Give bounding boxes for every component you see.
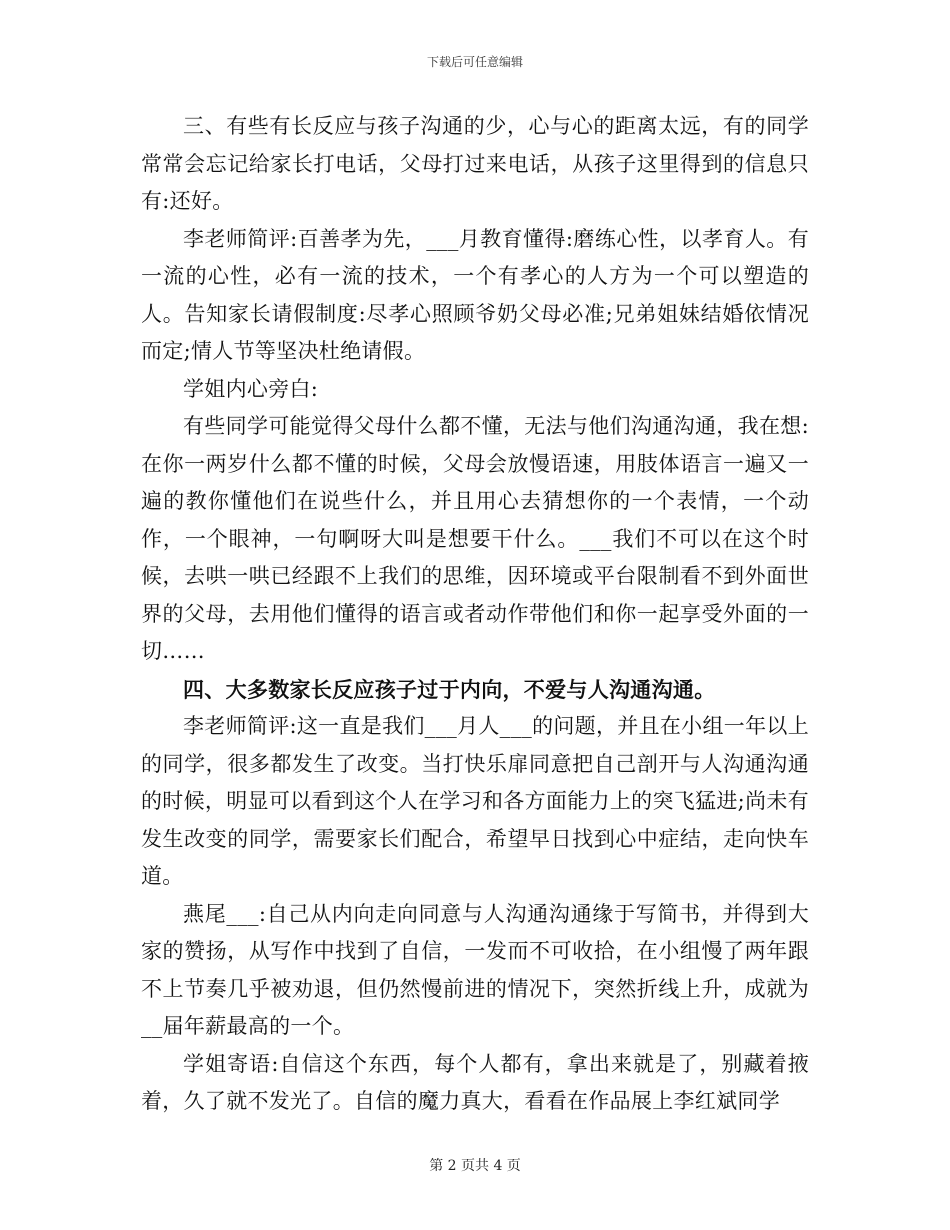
paragraph-senior-aside-body: 有些同学可能觉得父母什么都不懂，无法与他们沟通沟通，我在想:在你一两岁什么都不懂的时候，父母会放慢语速，用肢体语言一遍又一遍的教你懂他们在说些什么，并且用心去猜想你的一个表情，一个动作，一个眼神，一句啊呀大叫是想要干什么。___我们不可以在这个时候，去哄一哄已经跟不上我们的思维，因环境或平台限制看不到外面世界的父母，去用他们懂得的语言或者动作带他们和你一起享受外面的一切…… [141,414,809,663]
paragraph-senior-message: 学姐寄语:自信这个东西，每个人都有，拿出来就是了，别藏着掖着，久了就不发光了。自信的魔力真大，看看在作品展上李红斌同学 [141,1051,809,1113]
paragraph-teacher-comment-1: 李老师简评:百善孝为先，___月教育懂得:磨练心性，以孝育人。有一流的心性，必有一流的技术，一个有孝心的人方为一个可以塑造的人。告知家长请假制度:尽孝心照顾爷奶父母必准;兄弟姐妹结婚依情况而定;情人节等坚决杜绝请假。 [141,226,809,363]
page-number: 第 2 页共 4 页 [429,1158,521,1174]
page-header: 下载后可任意编辑 [426,55,523,69]
section-heading-four: 四、大多数家长反应孩子过于内向，不爱与人沟通沟通。 [183,676,716,702]
paragraph-senior-aside-title: 学姐内心旁白: [183,376,319,401]
paragraph-yanwei: 燕尾___:自己从内向走向同意与人沟通沟通缘于写简书，并得到大家的赞扬，从写作中找到了自信，一发而不可收拾，在小组慢了两年跟不上节奏几乎被劝退，但仍然慢前进的情况下，突然折线上升，成就为__届年薪最高的一个。 [141,901,809,1038]
document-body [141,108,809,1121]
paragraph-section-three: 三、有些有长反应与孩子沟通的少，心与心的距离太远，有的同学常常会忘记给家长打电话，父母打过来电话，从孩子这里得到的信息只有:还好。 [141,114,809,213]
paragraph-teacher-comment-2: 李老师简评:这一直是我们___月人___的问题，并且在小组一年以上的同学，很多都发生了改变。当打快乐扉同意把自己剖开与人沟通沟通的时候，明显可以看到这个人在学习和各方面能力上的突飞猛进;尚未有发生改变的同学，需要家长们配合，希望早日找到心中症结，走向快车道。 [141,714,809,888]
